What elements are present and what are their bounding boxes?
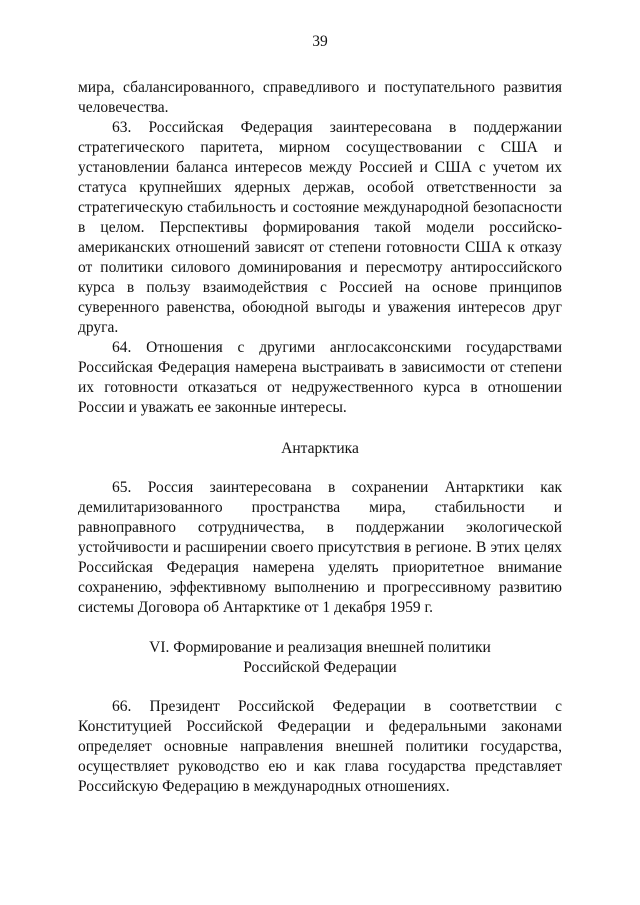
page-number: 39 xyxy=(312,33,328,50)
section-heading-vi-line1: VI. Формирование и реализация внешней политики xyxy=(149,639,491,656)
section-heading-vi-line2: Российской Федерации xyxy=(243,659,397,676)
document-body xyxy=(78,78,562,797)
heading-antarctica: Антарктика xyxy=(281,440,359,457)
section-heading-vi xyxy=(78,638,562,678)
paragraph-66: 66. Президент Российской Федерации в соответствии с Конституцией Российской Федерации и федеральными законами определяет основные направления внешней политики государства, осуществляет руководство ею и как глава государства представляет Российскую Федерацию в международных отношениях. xyxy=(78,698,562,795)
paragraph-continuation: мира, сбалансированного, справедливого и поступательного развития человечества. xyxy=(78,79,562,116)
paragraph-63: 63. Российская Федерация заинтересована в поддержании стратегического паритета, мирном сосуществовании с США и установлении баланса интересов между Россией и США с учетом их статуса крупнейших ядерных держав, особой ответственности за стратегическую стабильность и состояние международной безопасности в целом. Перспективы формирования такой модели российско-американских отношений зависят от степени готовности США к отказу от политики силового доминирования и пересмотру антироссийского курса в пользу взаимодействия с Россией на основе принципов суверенного равенства, обоюдной выгоды и уважения интересов друг друга. xyxy=(78,119,562,336)
paragraph-64: 64. Отношения с другими англосаксонскими государствами Российская Федерация намерена выстраивать в зависимости от степени их готовности отказаться от недружественного курса в отношении России и уважать ее законные интересы. xyxy=(78,339,562,416)
paragraph-65: 65. Россия заинтересована в сохранении Антарктики как демилитаризованного пространства мира, стабильности и равноправного сотрудничества, в поддержании экологической устойчивости и расширении своего присутствия в регионе. В этих целях Российская Федерация намерена уделять приоритетное внимание сохранению, эффективному выполнению и прогрессивному развитию системы Договора об Антарктике от 1 декабря 1959 г. xyxy=(78,479,562,616)
